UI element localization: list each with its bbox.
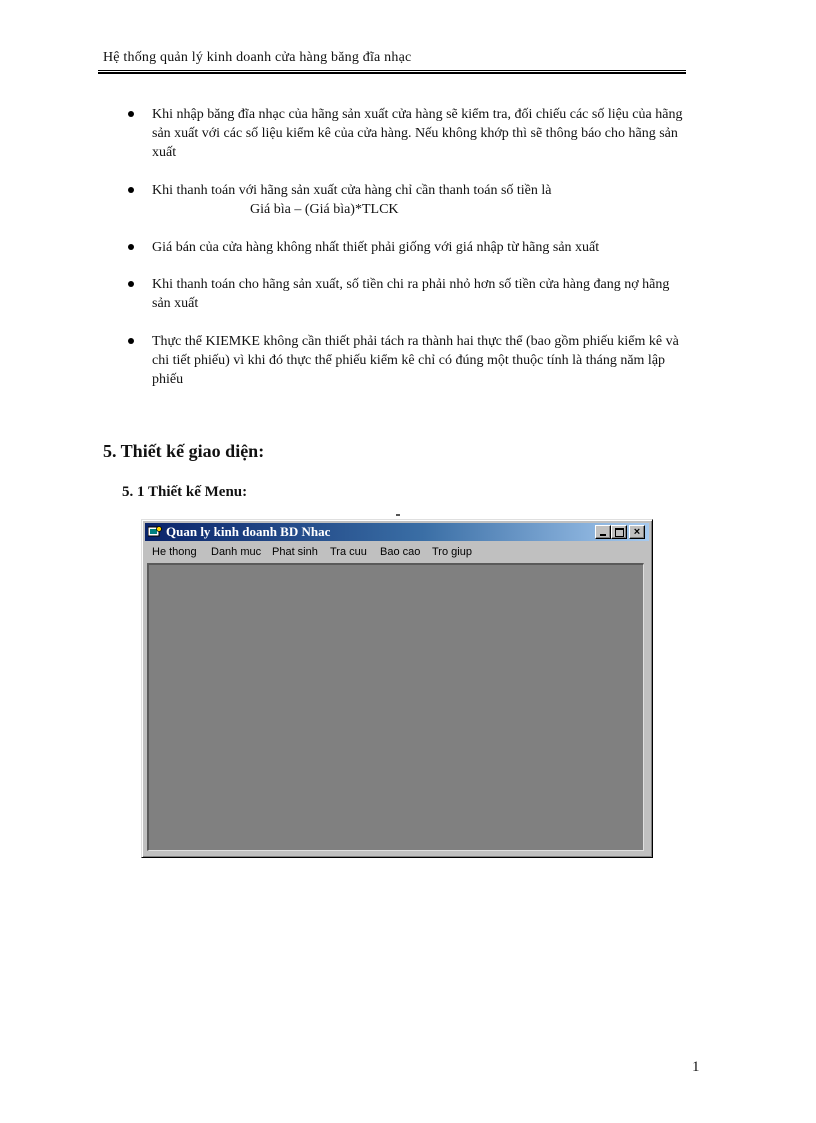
mdi-client-area[interactable]	[147, 563, 644, 851]
bullet-dot	[128, 244, 134, 250]
page-header-title: Hệ thống quản lý kinh doanh cửa hàng băng đĩa nhạc	[103, 50, 412, 65]
stray-mark	[396, 514, 400, 516]
app-window	[141, 519, 653, 858]
window-title: Quan ly kinh doanh BD Nhac	[166, 524, 331, 539]
menu-tro-giup[interactable]: Tro giup	[432, 546, 472, 558]
bullet-text: Khi thanh toán với hãng sản xuất cửa hàng chỉ cần thanh toán số tiền là	[152, 183, 552, 198]
bullet-text: Khi thanh toán cho hãng sản xuất, số tiền chi ra phải nhỏ hơn số tiền cửa hàng đang nợ hãng sản xuất	[152, 277, 670, 311]
menu-phat-sinh[interactable]: Phat sinh	[272, 546, 318, 558]
section-heading: 5. Thiết kế giao diện:	[103, 441, 265, 461]
bullet-dot	[128, 281, 134, 287]
menu-he-thong[interactable]: He thong	[152, 546, 197, 558]
close-icon: ×	[633, 526, 641, 538]
bullet-dot	[128, 338, 134, 344]
bullet-item	[125, 105, 687, 162]
app-window-icon[interactable]	[148, 525, 162, 538]
bullet-item	[125, 181, 687, 219]
header-rule	[98, 70, 686, 71]
minimize-icon	[600, 534, 606, 536]
bullet-dot	[128, 111, 134, 117]
header-rule-thick	[98, 72, 686, 74]
page-number: 1	[692, 1059, 700, 1075]
menu-bao-cao[interactable]: Bao cao	[380, 546, 421, 558]
minimize-button[interactable]	[595, 525, 611, 539]
close-button[interactable]	[629, 525, 645, 539]
menu-danh-muc[interactable]: Danh muc	[211, 546, 262, 558]
maximize-icon	[615, 528, 624, 537]
maximize-button[interactable]	[611, 525, 627, 539]
menu-bar	[145, 543, 649, 561]
bullet-item	[125, 238, 687, 257]
bullet-text: Khi nhập băng đĩa nhạc của hãng sản xuất cửa hàng sẽ kiểm tra, đối chiếu các số liệu của hãng sản xuất với các số liệu kiểm kê của cửa hàng. Nếu không khớp thì sẽ thông báo cho hãng sản xuất	[152, 107, 683, 160]
bullet-item	[125, 275, 687, 313]
bullet-dot	[128, 187, 134, 193]
menu-tra-cuu[interactable]: Tra cuu	[330, 546, 367, 558]
formula-text: Giá bìa – (Giá bìa)*TLCK	[250, 202, 399, 217]
subsection-heading: 5. 1 Thiết kế Menu:	[122, 484, 248, 500]
bullet-text: Giá bán của cửa hàng không nhất thiết phải giống với giá nhập từ hãng sản xuất	[152, 240, 600, 255]
bullet-item	[125, 332, 687, 389]
bullet-text: Thực thể KIEMKE không cần thiết phải tách ra thành hai thực thể (bao gồm phiếu kiểm kê và chi tiết phiếu) vì khi đó thực thể phiếu kiểm kê chỉ có đúng một thuộc tính là tháng năm lập phiếu	[152, 334, 679, 387]
bullet-list	[125, 105, 687, 408]
window-titlebar[interactable]	[145, 523, 649, 541]
